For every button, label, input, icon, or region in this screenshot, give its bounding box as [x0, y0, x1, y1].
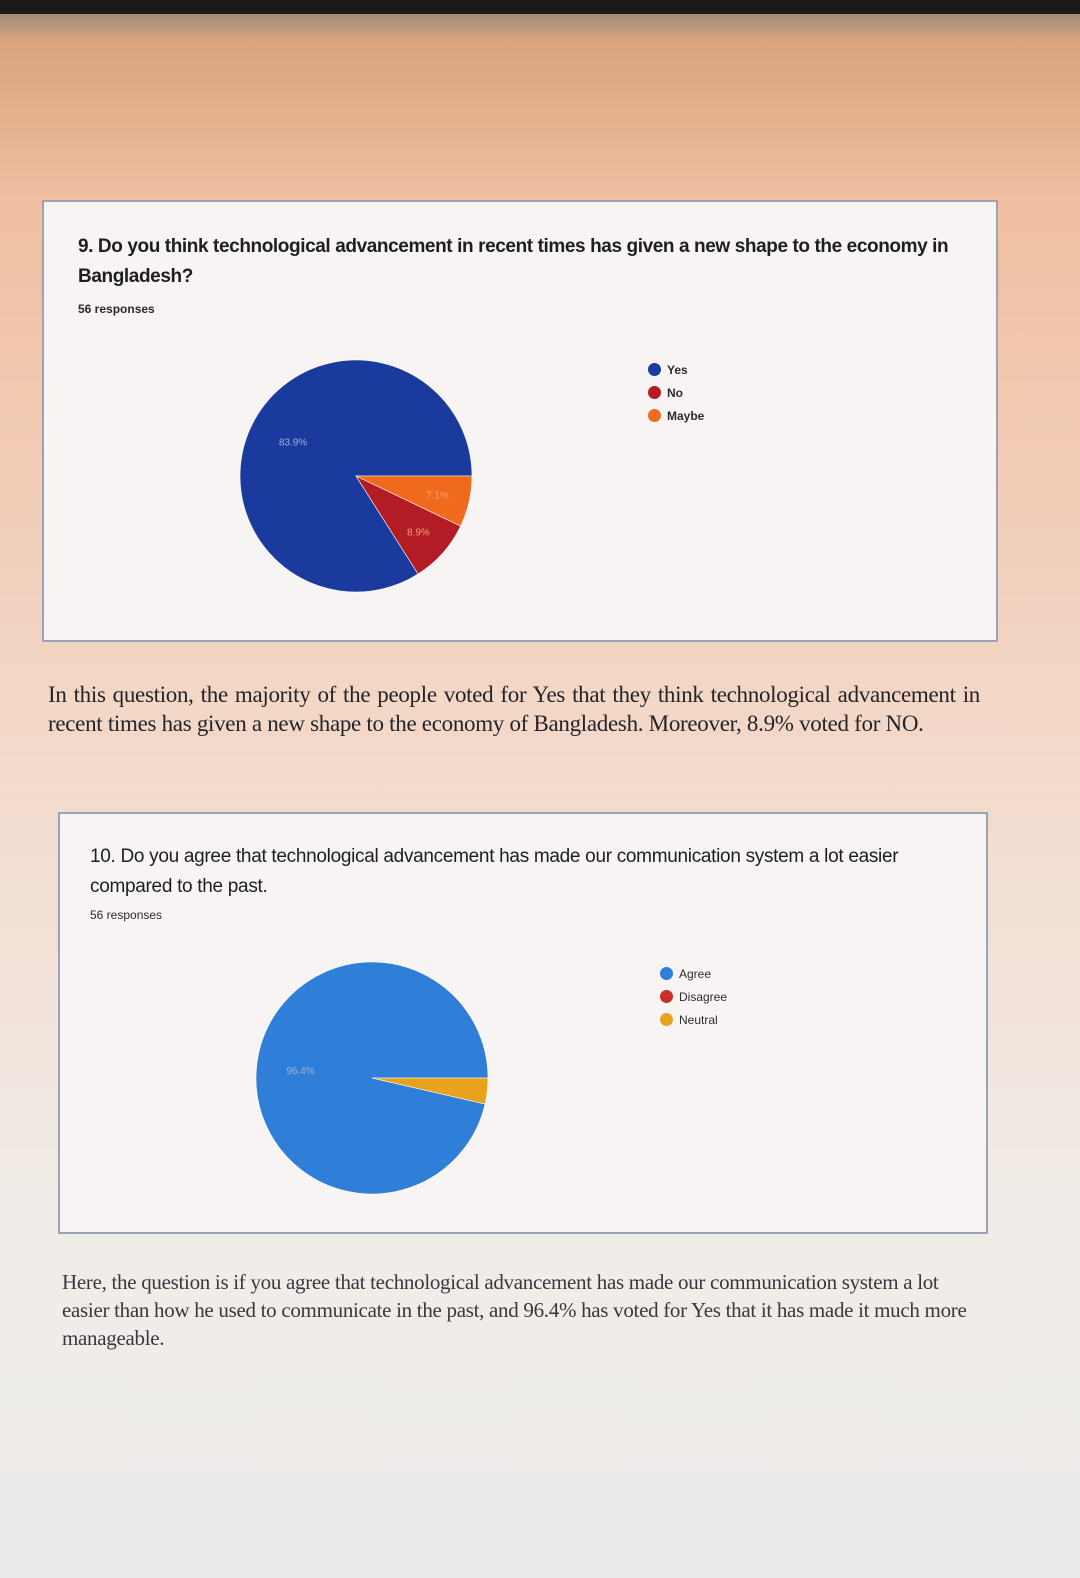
legend-label: Yes — [667, 362, 688, 377]
question-title: 9. Do you think technological advancement in recent times has given a new shape to the economy in Bangladesh? — [78, 236, 949, 287]
legend-swatch — [648, 386, 661, 399]
legend-swatch — [660, 1013, 673, 1026]
chart-legend-q9 — [648, 358, 704, 427]
survey-card-q9 — [42, 200, 998, 642]
response-count: 56 responses — [90, 908, 163, 922]
legend-label: Neutral — [679, 1012, 718, 1027]
analysis-paragraph-q10: Here, the question is if you agree that technological advancement has made our communication system a lot easier than how he used to communicate in the past, and 96.4% has voted for Yes that it has made it much more manageable. — [62, 1270, 967, 1350]
legend-swatch — [648, 363, 661, 376]
response-count: 56 responses — [78, 302, 155, 316]
legend-label: Agree — [679, 966, 712, 981]
legend-item-no — [648, 381, 704, 404]
chart-legend-q10 — [660, 962, 727, 1031]
pie-data-label: 8.9% — [407, 527, 430, 539]
legend-swatch — [660, 967, 673, 980]
pie-data-label: 96.4% — [286, 1065, 315, 1077]
legend-swatch — [660, 990, 673, 1003]
question-title: 10. Do you agree that technological advancement has made our communication system a lot easier compared to the past. — [90, 846, 899, 897]
legend-item-agree — [660, 962, 727, 985]
pie-chart-q9 — [240, 358, 600, 618]
pie-chart-q10 — [256, 960, 616, 1220]
top-edge-bar — [0, 0, 1080, 14]
pie-data-label: 83.9% — [278, 437, 308, 449]
legend-swatch — [648, 409, 661, 422]
legend-label: Disagree — [679, 989, 728, 1004]
legend-item-maybe — [648, 404, 704, 427]
survey-card-q10 — [58, 812, 988, 1234]
legend-label: No — [667, 385, 683, 400]
legend-item-yes — [648, 358, 704, 381]
pie-data-label: 7.1% — [426, 490, 449, 502]
legend-item-neutral — [660, 1008, 727, 1031]
legend-item-disagree — [660, 985, 727, 1008]
analysis-paragraph-q9: In this question, the majority of the people voted for Yes that they think technological advancement in recent times has given a new shape to the economy of Bangladesh. Moreover, 8.9% voted for NO. — [48, 682, 980, 736]
legend-label: Maybe — [667, 408, 705, 423]
